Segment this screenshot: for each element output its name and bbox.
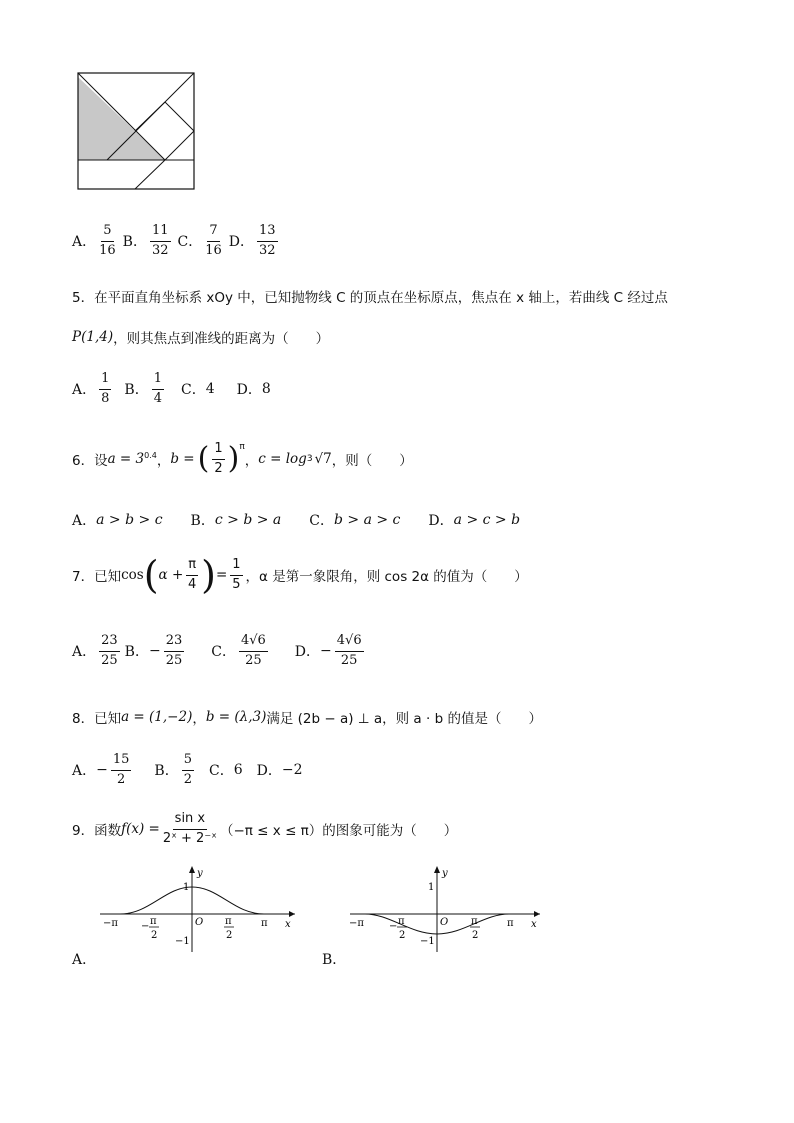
q8-stem: 8． 已知 a = (1,−2) ， b = (λ,3) 满足 (2b − a) ⊥ a ，则 a · b 的值是（ ）: [72, 709, 542, 727]
svg-text:2: 2: [399, 930, 406, 941]
svg-text:y: y: [197, 868, 203, 879]
q6-option-b: c > b > a: [214, 512, 282, 528]
graph-b: [345, 862, 555, 954]
svg-text:π: π: [507, 918, 514, 929]
q6-option-d: a > c > b: [453, 512, 521, 528]
q6-options: A． a > b > c B． c > b > a C． b > a > c D． a > c > b: [72, 512, 521, 529]
svg-text:π: π: [225, 916, 232, 927]
q5-stem-line1: 5． 在平面直角坐标系 xOy 中，已知抛物线 C 的顶点在坐标原点，焦点在 x 轴上，若曲线 C 经过点: [72, 290, 668, 306]
svg-text:−1: −1: [420, 936, 435, 947]
q4-option-b: $\frac{11}{32}$: [151, 223, 169, 258]
svg-text:O: O: [440, 917, 449, 928]
q4-option-a: $\frac{5}{16}$: [99, 223, 116, 258]
q9-stem: 9． 函数 f(x) = $\frac{\text{sin x}}{\text{2ˣ + 2⁻ˣ}}$ （−π ≤ x ≤ π）的图象可能为（ ）: [72, 811, 458, 846]
svg-text:1: 1: [428, 882, 435, 893]
q8-option-b: $\frac{5}{2}$: [183, 752, 192, 787]
q9-option-a: A．: [72, 952, 97, 968]
svg-text:π: π: [150, 916, 157, 927]
q7-option-b: $\frac{23}{25}$: [165, 633, 183, 668]
svg-text:O: O: [195, 917, 204, 928]
q4-option-d: $\frac{13}{32}$: [259, 223, 276, 258]
q5-option-c: 4: [205, 381, 215, 398]
q4-options: A． $\frac{5}{16}$ B． $\frac{11}{32}$ C． $\frac{7}{16}$ D． $\frac{13}{32}$: [72, 223, 276, 258]
graph-a: [95, 862, 305, 954]
svg-text:π: π: [398, 916, 405, 927]
svg-text:2: 2: [472, 930, 479, 941]
q7-stem: 7． 已知 cos ( α + $\frac{\pi}{4}$ ) = $\frac{1}{5}$ ，α 是第一象限角，则 cos 2α 的值为（ ）: [72, 553, 528, 597]
svg-text:x: x: [285, 919, 291, 930]
q5-options: A． $\frac{1}{8}$ B． $\frac{1}{4}$ C． 4 D． 8: [72, 371, 271, 406]
q5-option-a: $\frac{1}{8}$: [101, 371, 110, 406]
q7-options: A． $\frac{23}{25}$ B． − $\frac{23}{25}$ C． $\frac{4√6}{25}$ D． − $\frac{4√6}{25}$: [72, 633, 362, 668]
q6-stem: 6． 设 a = 3 $^{0.4}$ ， b = ( $\frac{1}{2}$ ) $^\pi$ ， c = log 3 √7 ，则（ ）: [72, 441, 413, 477]
svg-text:π: π: [261, 918, 268, 929]
svg-text:−: −: [141, 921, 150, 932]
svg-text:x: x: [531, 919, 537, 930]
q5-option-b: $\frac{1}{4}$: [153, 371, 162, 406]
svg-text:2: 2: [226, 930, 233, 941]
svg-text:2: 2: [151, 930, 158, 941]
svg-text:−π: −π: [349, 918, 364, 929]
q7-option-d: $\frac{4√6}{25}$: [336, 633, 362, 668]
tangram-figure: [77, 72, 195, 190]
q4-option-c: $\frac{7}{16}$: [205, 223, 222, 258]
q6-option-a: a > b > c: [96, 512, 163, 528]
q7-option-c: $\frac{4√6}{25}$: [240, 633, 266, 668]
q5-stem-line2: P(1,4) ，则其焦点到准线的距离为（ ）: [72, 329, 330, 347]
svg-text:y: y: [442, 868, 448, 879]
q8-option-c: 6: [233, 762, 243, 779]
svg-text:1: 1: [183, 882, 190, 893]
q6-option-c: b > a > c: [333, 512, 401, 528]
svg-text:−1: −1: [175, 936, 190, 947]
q8-option-a: $\frac{15}{2}$: [112, 752, 130, 787]
q7-option-a: $\frac{23}{25}$: [101, 633, 118, 668]
q9-option-b: B．: [322, 952, 347, 968]
svg-text:−π: −π: [103, 918, 118, 929]
q8-options: A． − $\frac{15}{2}$ B． $\frac{5}{2}$ C． 6 D． −2: [72, 752, 303, 787]
svg-text:−: −: [389, 921, 398, 932]
svg-text:π: π: [471, 916, 478, 927]
q5-option-d: 8: [261, 381, 271, 398]
q8-option-d: −2: [281, 762, 303, 779]
